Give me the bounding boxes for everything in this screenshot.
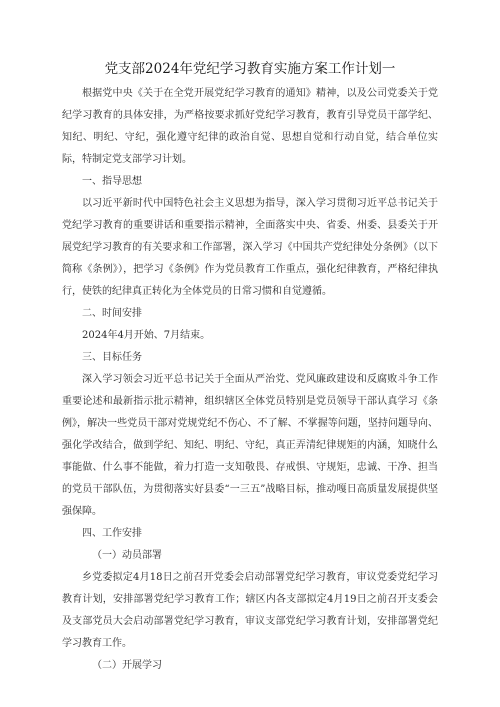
section-heading-guiding-ideology: 一、指导思想 bbox=[82, 176, 142, 187]
schedule-paragraph: 2024年4月开始、7月结束。 bbox=[82, 330, 211, 341]
subsection-heading-mobilization: （一）动员部署 bbox=[92, 550, 162, 561]
mobilization-paragraph: 乡党委拟定4月18日之前召开党委会启动部署党纪学习教育，审议党委党纪学习教育计划，安排部署党纪学习教育工作；辖区内各支部拟定4月19日之前召开支委会及支部党员大会启动部署党纪学习教育，审议支部党纪学习教育计划，安排部署党纪学习教育工作。 bbox=[62, 572, 438, 649]
intro-paragraph: 根据党中央《关于在全党开展党纪学习教育的通知》精神，以及公司党委关于党纪学习教育的具体安排，为严格按要求抓好党纪学习教育，教育引导党员干部学纪、知纪、明纪、守纪，强化遵守纪律的政治自觉、思想自觉和行动自觉，结合单位实际，特制定党支部学习计划。 bbox=[62, 88, 438, 165]
objectives-paragraph: 深入学习领会习近平总书记关于全面从严治党、党风廉政建设和反腐败斗争工作重要论述和最新指示批示精神，组织辖区全体党员特别是党员领导干部认真学习《条例》，解决一些党员干部对党规党纪不伤心、不了解、不掌握等问题，坚持问题导向、强化学改结合，做到学纪、知纪、明纪、守纪，真正弄清纪律规矩的内涵，知晓什么事能做、什么事不能做，着力打造一支知敬畏、存戒惧、守规矩，忠诚、干净、担当的党员干部队伍，为贯彻落实好县委“一三五”战略目标，推动嘎日高质量发展提供坚强保障。 bbox=[62, 374, 438, 517]
section-heading-schedule: 二、时间安排 bbox=[82, 308, 142, 319]
document-title: 党支部2024年党纪学习教育实施方案工作计划一 bbox=[104, 61, 396, 77]
section-heading-work-arrangement: 四、工作安排 bbox=[82, 528, 142, 539]
document-body bbox=[62, 83, 438, 677]
subsection-heading-study: （二）开展学习 bbox=[92, 660, 162, 671]
guiding-ideology-paragraph: 以习近平新时代中国特色社会主义思想为指导，深入学习贯彻习近平总书记关于党纪学习教育的重要讲话和重要指示精神，全面落实中央、省委、州委、县委关于开展党纪学习教育的有关要求和工作部署，深入学习《中国共产党纪律处分条例》（以下简称《条例》），把学习《条例》作为党员教育工作重点，强化纪律教育，严格纪律执行，使铁的纪律真正转化为全体党员的日常习惯和自觉遵循。 bbox=[62, 198, 438, 297]
section-heading-objectives: 三、目标任务 bbox=[82, 352, 142, 363]
